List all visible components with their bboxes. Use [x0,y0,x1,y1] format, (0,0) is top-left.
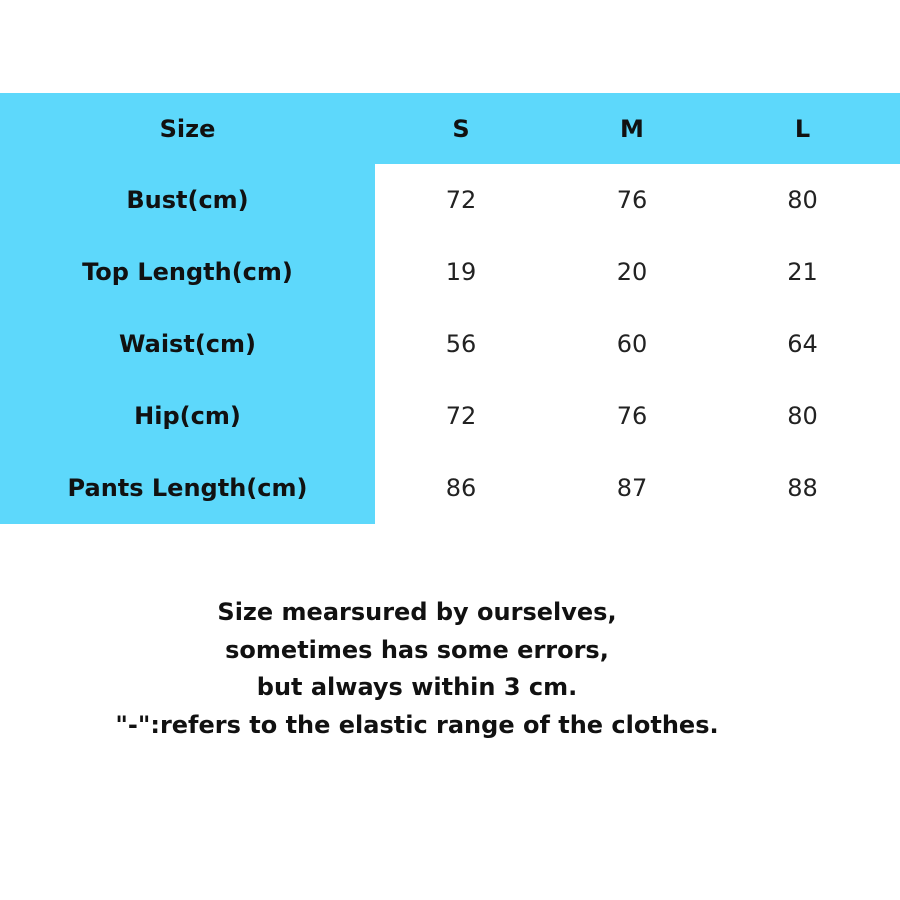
bust-value-l: 80 [787,186,818,214]
waist-value-m: 60 [616,330,648,358]
hip-value-s: 72 [445,402,477,430]
row-label-top-length: Top Length(cm) [0,236,375,308]
note-line: sometimes has some errors, [225,635,609,664]
table-row [0,452,900,524]
pants-length-value-l: 88 [787,474,818,502]
size-header-m: M [620,114,644,143]
pants-length-value-s: 86 [445,474,477,502]
table-row [0,236,900,308]
table-row [0,380,900,452]
size-header-l: L [794,114,811,143]
table-row [0,164,900,236]
table-row [0,308,900,380]
size-chart-table [0,93,900,524]
pants-length-value-m: 87 [616,474,648,502]
top-length-value-s: 19 [445,258,477,286]
note-line: but always within 3 cm. [256,673,578,701]
row-label-waist: Waist(cm) [0,308,375,380]
hip-value-m: 76 [616,402,648,430]
waist-value-s: 56 [445,330,477,358]
row-label-hip: Hip(cm) [0,380,375,452]
row-label-pants-length: Pants Length(cm) [0,452,375,524]
bust-value-s: 72 [445,186,477,214]
bust-value-m: 76 [616,186,648,214]
measurement-notes [0,594,834,744]
note-line: Size mearsured by ourselves, [217,598,617,626]
size-header-label: Size [0,93,375,164]
row-label-bust: Bust(cm) [0,164,375,236]
note-line: "-":refers to the elastic range of the clothes. [115,710,719,739]
size-header-s: S [452,114,470,143]
waist-value-l: 64 [787,330,818,358]
size-chart-header-row [0,93,900,164]
hip-value-l: 80 [787,402,818,430]
top-length-value-l: 21 [787,258,818,286]
top-length-value-m: 20 [616,258,648,286]
